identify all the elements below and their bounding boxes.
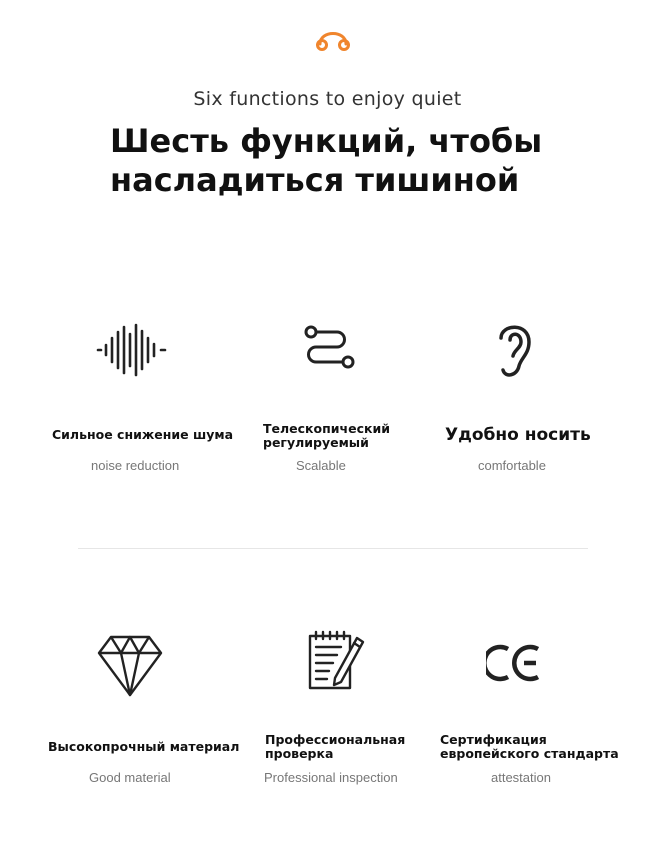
feature-title: Профессиональная проверка bbox=[265, 732, 406, 761]
title-line: насладиться тишиной bbox=[110, 161, 520, 199]
page-title bbox=[110, 122, 630, 200]
ce-mark-icon bbox=[486, 643, 544, 683]
feature-title: Удобно носить bbox=[445, 425, 591, 445]
title-line: Шесть функций, чтобы bbox=[110, 122, 543, 160]
diamond-icon bbox=[95, 633, 165, 699]
sound-wave-icon bbox=[95, 322, 169, 378]
clipboard-pencil-icon bbox=[305, 630, 367, 690]
subtitle: Six functions to enjoy quiet bbox=[193, 88, 462, 110]
feature-title: Высокопрочный материал bbox=[48, 739, 240, 754]
feature-title: Сильное снижение шума bbox=[52, 427, 234, 442]
ear-icon bbox=[495, 318, 535, 382]
feature-caption: attestation bbox=[491, 770, 551, 785]
feature-title: Сертификация европейского стандарта bbox=[440, 732, 619, 761]
feature-title: Телескопический регулируемый bbox=[263, 421, 390, 450]
feature-caption: comfortable bbox=[478, 458, 546, 473]
feature-caption: Scalable bbox=[296, 458, 346, 473]
feature-caption: noise reduction bbox=[91, 458, 180, 473]
telescopic-adjust-icon bbox=[301, 323, 355, 373]
feature-caption: Good material bbox=[89, 770, 171, 785]
headphones-icon bbox=[313, 24, 353, 54]
feature-caption: Professional inspection bbox=[264, 770, 398, 785]
divider bbox=[78, 548, 588, 549]
